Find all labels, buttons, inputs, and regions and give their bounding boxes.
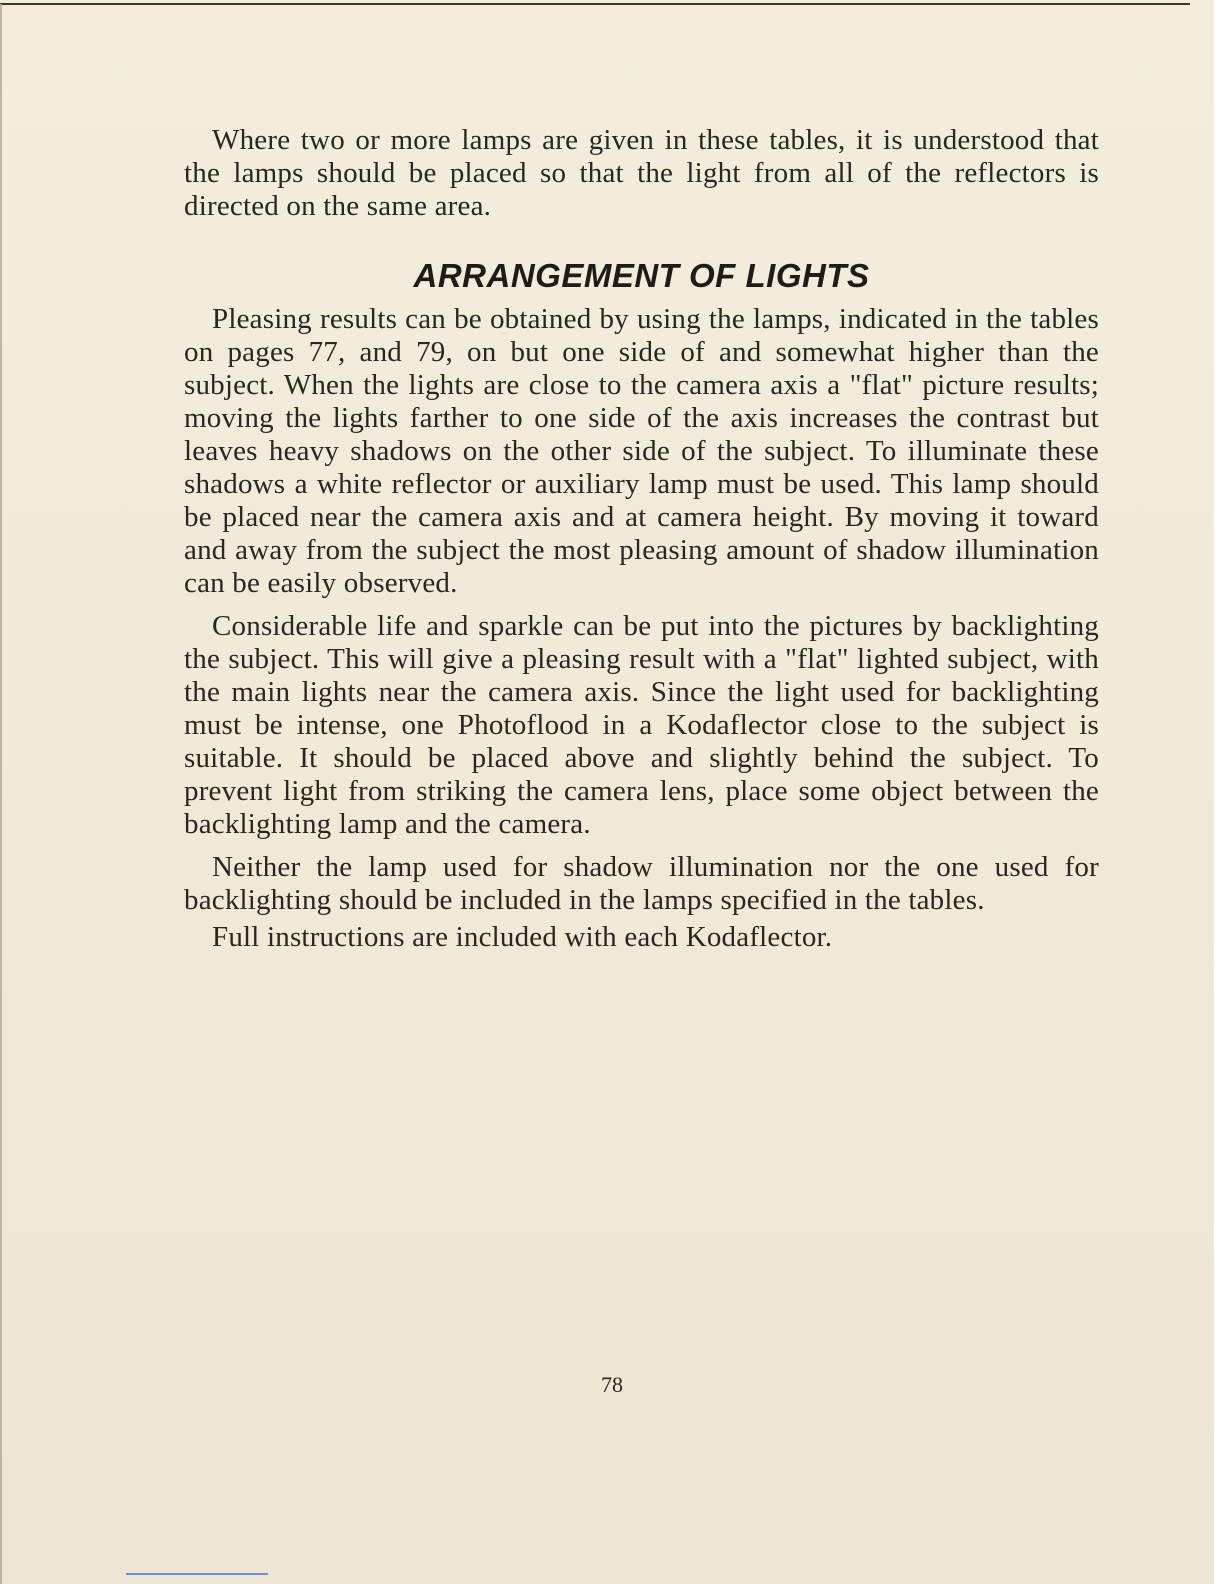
- bottom-edge-mark: [126, 1573, 268, 1575]
- top-rule: [0, 3, 1190, 5]
- paragraph-shadow-lamp: Neither the lamp used for shadow illumination nor the one used for backlighting should be included in the lamps specified in the tables.: [184, 851, 1099, 916]
- page-content: [184, 124, 1099, 954]
- page-number: 78: [601, 1372, 623, 1397]
- section-heading: ARRANGEMENT OF LIGHTS: [413, 257, 870, 294]
- right-page-edge: [1214, 0, 1224, 1584]
- left-page-edge: [0, 4, 2, 1584]
- paragraph-backlighting: Considerable life and sparkle can be put into the pictures by backlighting the subject. This will give a pleasing result with a "flat" lighted subject, with the main lights near the camera axis. Since the light used for backlighting must be intense, one Photoflood in a Kodaflector close to the subject is suitable. It should be placed above and slightly behind the subject. To prevent light from striking the camera lens, place some object between the backlighting lamp and the camera.: [184, 610, 1099, 840]
- paragraph-instructions: Full instructions are included with each Kodaflector.: [212, 921, 833, 953]
- intro-paragraph: Where two or more lamps are given in these tables, it is understood that the lamps should be placed so that the light from all of the reflectors is directed on the same area.: [184, 124, 1099, 222]
- paragraph-arrangement: Pleasing results can be obtained by using the lamps, indicated in the tables on pages 77, and 79, on but one side of and somewhat higher than the subject. When the lights are close to the camera axis a "flat" picture results; moving the lights farther to one side of the axis increases the contrast but leaves heavy shadows on the other side of the subject. To illuminate these shadows a white reflector or auxiliary lamp must be used. This lamp should be placed near the camera axis and at camera height. By moving it toward and away from the subject the most pleasing amount of shadow illumination can be easily observed.: [184, 303, 1099, 599]
